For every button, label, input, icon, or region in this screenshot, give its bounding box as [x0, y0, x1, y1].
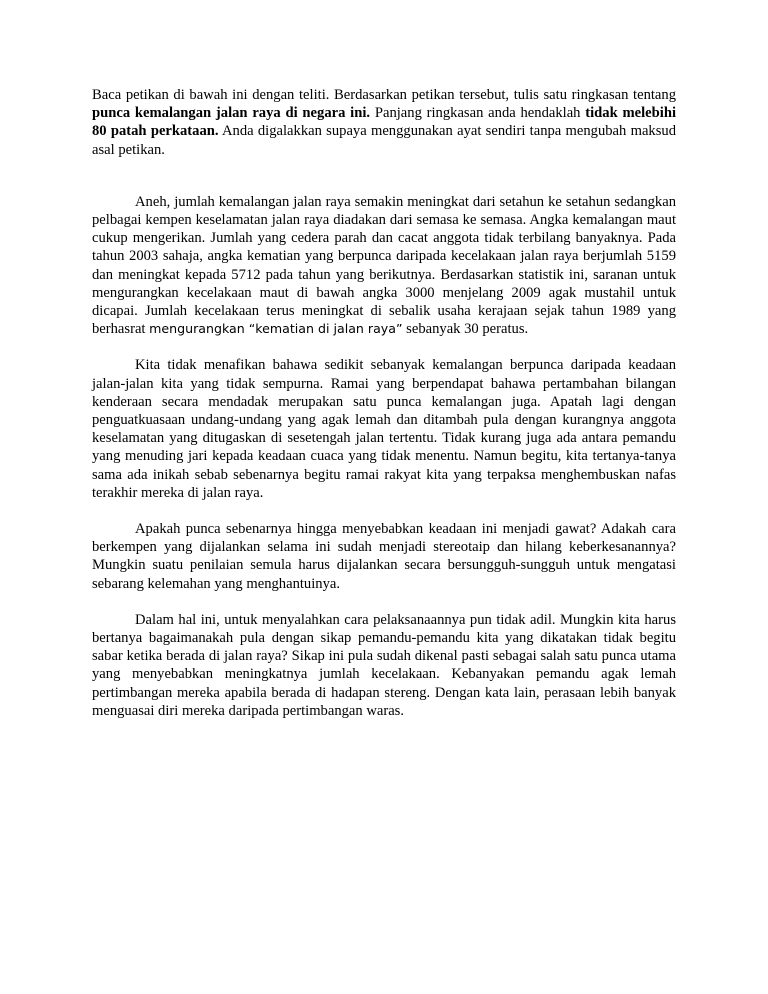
instruction-text-2: Panjang ringkasan anda hendaklah — [370, 105, 586, 122]
instruction-bold-topic: punca kemalangan jalan raya di negara ini. — [92, 105, 371, 122]
passage-paragraph-3: Apakah punca sebenarnya hingga menyebabkan keadaan ini menjadi gawat? Adakah cara berkempen yang dijalankan selama ini sudah menjadi stereotaip dan hilang keberkesanannya? Mungkin suatu penilaian semula harus dijalankan secara bersungguh-sungguh untuk mengatasi sebarang kelemahan yang menghantuinya. — [92, 521, 676, 592]
instruction-paragraph — [92, 86, 676, 159]
passage-paragraph-2: Kita tidak menafikan bahawa sedikit sebanyak kemalangan berpunca daripada keadaan jalan-jalan kita yang tidak sempurna. Ramai yang berpendapat bahawa pertambahan bilangan kenderaan secara mendadak merupakan satu punca kemalangan juga. Apatah lagi dengan penguatkuasaan undang-undang yang agak lemah dan ditambah pula dengan kurangnya anggota keselamatan yang ditugaskan di sesetengah jalan tertentu. Tidak kurang juga ada antara pemandu yang menuding jari kepada keadaan cuaca yang tidak menentu. Namun begitu, kita tertanya-tanya sama ada inikah sebab sebenarnya begitu ramai rakyat kita yang terpaksa menghembuskan nafas terakhir mereka di jalan raya. — [92, 357, 676, 501]
instruction-text-1: Baca petikan di bawah ini dengan teliti. Berdasarkan petikan tersebut, tulis satu ringkasan tentang — [92, 87, 676, 103]
instruction-text-3: Anda digalakkan supaya menggunakan ayat sendiri tanpa mengubah maksud asal petikan. — [92, 123, 677, 158]
paragraph-1-text-a: Aneh, jumlah kemalangan jalan raya semakin meningkat dari setahun ke setahun sedangkan pelbagai kempen keselamatan jalan raya diadakan dari semasa ke semasa. Angka kemalangan maut cukup mengerikan. Jumlah yang cedera parah dan cacat anggota tidak terbilang banyaknya. Pada tahun 2003 sahaja, angka kematian yang berpunca daripada kecelakaan jalan raya berjumlah 5159 dan meningkat kepada 5712 pada tahun yang berikutnya. Berdasarkan statistik ini, saranan untuk mengurangkan kecelakaan maut di bawah angka 3000 menjelang 2009 agak mustahil untuk dicapai. Jumlah kecelakaan terus meningkat di sebalik usaha kerajaan sejak tahun 1989 yang berhasrat — [92, 193, 676, 338]
passage-paragraph-4: Dalam hal ini, untuk menyalahkan cara pelaksanaannya pun tidak adil. Mungkin kita harus bertanya bagaimanakah pula dengan sikap pemandu-pemandu kita yang dikatakan tidak begitu sabar ketika berada di jalan raya? Sikap ini pula sudah dikenal pasti sebagai salah satu punca utama yang menyebabkan meningkatnya jumlah kecelakaan. Kebanyakan pemandu agak lemah pertimbangan mereka apabila berada di hadapan stereng. Dengan kata lain, perasaan lebih banyak menguasai diri mereka daripada pertimbangan waras. — [92, 611, 676, 719]
passage-paragraph-1 — [92, 193, 676, 339]
paragraph-1-quote: mengurangkan “kematian di jalan raya” — [149, 321, 403, 337]
instruction-bold-limit: tidak melebihi 80 patah perkataan. — [92, 105, 677, 140]
paragraph-1-text-c: sebanyak 30 peratus. — [402, 321, 529, 338]
